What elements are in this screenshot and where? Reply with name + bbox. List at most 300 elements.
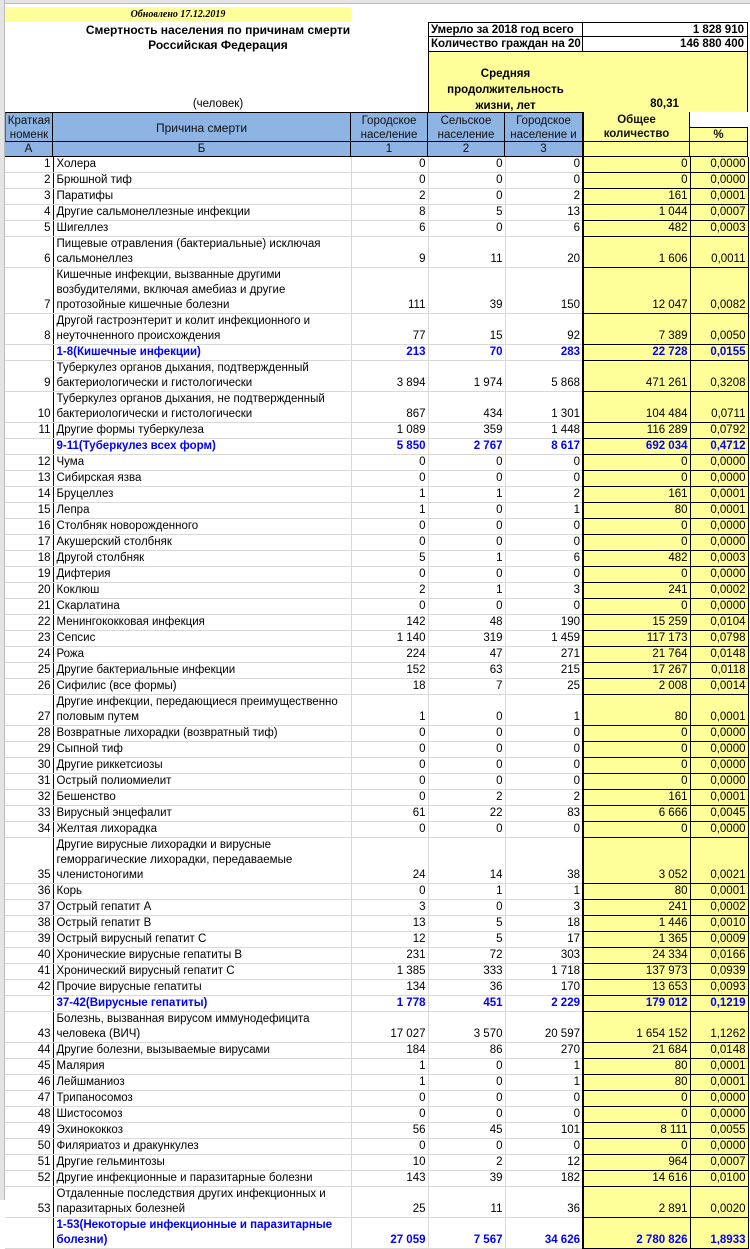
cell-rural[interactable]: 359 <box>428 423 505 439</box>
cell-code[interactable]: 13 <box>5 471 53 487</box>
cell-rural[interactable]: 0 <box>428 1107 505 1123</box>
cell-cause[interactable]: Другой столбняк <box>53 551 351 567</box>
column-letter-b[interactable] <box>190 0 210 1</box>
cell-percent[interactable]: 0,0155 <box>690 345 748 361</box>
cell-overall[interactable]: 1 365 <box>583 932 690 948</box>
cell-rural[interactable]: 0 <box>428 567 505 583</box>
cell-overall[interactable]: 0 <box>583 471 690 487</box>
cell-percent[interactable]: 0,0711 <box>690 392 748 423</box>
cell-percent[interactable]: 0,0000 <box>690 157 748 173</box>
cell-overall[interactable]: 0 <box>583 1139 690 1155</box>
cell-cause[interactable]: Шигеллез <box>53 221 351 237</box>
cell-cause[interactable]: Острый гепатит B <box>53 916 351 932</box>
cell-combined[interactable]: 0 <box>505 519 583 535</box>
cell-cause[interactable]: Эхинококкоз <box>53 1123 351 1139</box>
cell-urban[interactable]: 0 <box>351 1139 428 1155</box>
cell-percent[interactable]: 0,0000 <box>690 567 748 583</box>
cell-rural[interactable]: 0 <box>428 189 505 205</box>
cell-percent[interactable]: 1,1262 <box>690 1012 748 1043</box>
cell-rural[interactable]: 0 <box>428 822 505 838</box>
cell-overall[interactable]: 0 <box>583 774 690 790</box>
cell-cause[interactable]: Брюшной тиф <box>53 173 351 189</box>
cell-combined[interactable]: 20 <box>505 237 583 268</box>
cell-rural[interactable]: 70 <box>428 345 505 361</box>
cell-overall[interactable]: 179 012 <box>583 996 690 1012</box>
cell-code[interactable]: 12 <box>5 455 53 471</box>
cell-code[interactable]: 14 <box>5 487 53 503</box>
cell-rural[interactable]: 2 <box>428 790 505 806</box>
cell-cause[interactable]: Пищевые отравления (бактериальные) исключая сальмонеллез <box>53 237 351 268</box>
cell-rural[interactable]: 2 <box>428 1155 505 1171</box>
cell-percent[interactable]: 0,0118 <box>690 663 748 679</box>
cell-rural[interactable]: 434 <box>428 392 505 423</box>
cell-percent[interactable]: 0,0093 <box>690 980 748 996</box>
cell-urban[interactable]: 152 <box>351 663 428 679</box>
cell-overall[interactable]: 0 <box>583 157 690 173</box>
cell-code[interactable]: 10 <box>5 392 53 423</box>
cell-rural[interactable]: 0 <box>428 742 505 758</box>
cell-cause[interactable]: Возвратные лихорадки (возвратный тиф) <box>53 726 351 742</box>
cell-rural[interactable]: 0 <box>428 758 505 774</box>
cell-code[interactable] <box>5 439 53 455</box>
cell-code[interactable] <box>5 996 53 1012</box>
cell-urban[interactable]: 77 <box>351 314 428 345</box>
cell-urban[interactable]: 1 140 <box>351 631 428 647</box>
cell-cause[interactable]: Акушерский столбняк <box>53 535 351 551</box>
cell-rural[interactable]: 0 <box>428 1059 505 1075</box>
cell-combined[interactable]: 101 <box>505 1123 583 1139</box>
cell-cause[interactable]: Филяриатоз и дракункулез <box>53 1139 351 1155</box>
cell-cause[interactable]: Столбняк новорожденного <box>53 519 351 535</box>
cell-percent[interactable]: 0,0009 <box>690 932 748 948</box>
cell-urban[interactable]: 0 <box>351 519 428 535</box>
cell-percent[interactable]: 0,0014 <box>690 679 748 695</box>
cell-code[interactable]: 36 <box>5 884 53 900</box>
cell-percent[interactable]: 0,1219 <box>690 996 748 1012</box>
cell-code[interactable]: 18 <box>5 551 53 567</box>
column-letter-d[interactable] <box>455 0 475 1</box>
cell-overall[interactable]: 0 <box>583 1091 690 1107</box>
cell-percent[interactable]: 0,0001 <box>690 503 748 519</box>
cell-combined[interactable]: 1 <box>505 1059 583 1075</box>
cell-combined[interactable]: 1 301 <box>505 392 583 423</box>
cell-cause[interactable]: Бруцеллез <box>53 487 351 503</box>
cell-percent[interactable]: 0,3208 <box>690 361 748 392</box>
cell-combined[interactable]: 3 <box>505 900 583 916</box>
cell-combined[interactable]: 13 <box>505 205 583 221</box>
cell-overall[interactable]: 0 <box>583 519 690 535</box>
cell-overall[interactable]: 161 <box>583 790 690 806</box>
cell-combined[interactable]: 1 <box>505 503 583 519</box>
cell-urban[interactable]: 0 <box>351 535 428 551</box>
cell-urban[interactable]: 0 <box>351 471 428 487</box>
cell-cause[interactable]: Желтая лихорадка <box>53 822 351 838</box>
cell-cause[interactable]: Другие болезни, вызываемые вирусами <box>53 1043 351 1059</box>
cell-urban[interactable]: 143 <box>351 1171 428 1187</box>
cell-code[interactable]: 17 <box>5 535 53 551</box>
cell-percent[interactable]: 0,0007 <box>690 1155 748 1171</box>
cell-percent[interactable]: 0,0003 <box>690 221 748 237</box>
cell-combined[interactable]: 2 <box>505 487 583 503</box>
cell-combined[interactable]: 0 <box>505 567 583 583</box>
cell-urban[interactable]: 3 894 <box>351 361 428 392</box>
cell-urban[interactable]: 0 <box>351 567 428 583</box>
cell-combined[interactable]: 83 <box>505 806 583 822</box>
cell-overall[interactable]: 161 <box>583 487 690 503</box>
cell-urban[interactable]: 0 <box>351 774 428 790</box>
cell-overall[interactable]: 21 684 <box>583 1043 690 1059</box>
cell-percent[interactable]: 0,4712 <box>690 439 748 455</box>
cell-cause[interactable]: Другие инфекции, передающиеся преимущественно половым путем <box>53 695 351 726</box>
cell-rural[interactable]: 39 <box>428 1171 505 1187</box>
cell-urban[interactable]: 5 <box>351 551 428 567</box>
cell-combined[interactable]: 3 <box>505 583 583 599</box>
column-letter-c[interactable] <box>378 0 398 1</box>
cell-overall[interactable]: 80 <box>583 1059 690 1075</box>
cell-urban[interactable]: 13 <box>351 916 428 932</box>
cell-percent[interactable]: 0,0148 <box>690 647 748 663</box>
cell-urban[interactable]: 0 <box>351 1091 428 1107</box>
cell-overall[interactable]: 692 034 <box>583 439 690 455</box>
cell-urban[interactable]: 18 <box>351 679 428 695</box>
cell-combined[interactable]: 6 <box>505 221 583 237</box>
cell-cause[interactable]: Холера <box>53 157 351 173</box>
cell-urban[interactable]: 184 <box>351 1043 428 1059</box>
cell-percent[interactable]: 0,0001 <box>690 790 748 806</box>
cell-overall[interactable]: 116 289 <box>583 423 690 439</box>
cell-overall[interactable]: 0 <box>583 567 690 583</box>
cell-combined[interactable]: 0 <box>505 455 583 471</box>
column-letter-a[interactable] <box>18 0 38 1</box>
cell-combined[interactable]: 1 448 <box>505 423 583 439</box>
cell-urban[interactable]: 5 850 <box>351 439 428 455</box>
cell-rural[interactable]: 45 <box>428 1123 505 1139</box>
cell-combined[interactable]: 0 <box>505 774 583 790</box>
cell-percent[interactable]: 0,0002 <box>690 900 748 916</box>
cell-overall[interactable]: 80 <box>583 1075 690 1091</box>
cell-code[interactable]: 7 <box>5 268 53 314</box>
cell-combined[interactable]: 283 <box>505 345 583 361</box>
cell-urban[interactable]: 0 <box>351 157 428 173</box>
cell-urban[interactable]: 17 027 <box>351 1012 428 1043</box>
cell-overall[interactable]: 14 616 <box>583 1171 690 1187</box>
cell-percent[interactable]: 0,0045 <box>690 806 748 822</box>
cell-code[interactable]: 29 <box>5 742 53 758</box>
cell-percent[interactable]: 0,0002 <box>690 583 748 599</box>
cell-urban[interactable]: 1 <box>351 1059 428 1075</box>
cell-combined[interactable]: 0 <box>505 157 583 173</box>
cell-cause[interactable]: Другие риккетсиозы <box>53 758 351 774</box>
cell-percent[interactable]: 0,0050 <box>690 314 748 345</box>
cell-percent[interactable]: 0,0000 <box>690 519 748 535</box>
cell-urban[interactable]: 2 <box>351 189 428 205</box>
cell-percent[interactable]: 0,0798 <box>690 631 748 647</box>
cell-percent[interactable]: 0,0001 <box>690 884 748 900</box>
cell-cause[interactable]: Прочие вирусные гепатиты <box>53 980 351 996</box>
cell-percent[interactable]: 0,0000 <box>690 599 748 615</box>
cell-cause[interactable]: 9-11(Туберкулез всех форм) <box>53 439 351 455</box>
cell-percent[interactable]: 0,0007 <box>690 205 748 221</box>
cell-urban[interactable]: 0 <box>351 884 428 900</box>
cell-code[interactable]: 6 <box>5 237 53 268</box>
cell-code[interactable]: 34 <box>5 822 53 838</box>
cell-cause[interactable]: Малярия <box>53 1059 351 1075</box>
cell-percent[interactable]: 0,0055 <box>690 1123 748 1139</box>
cell-code[interactable]: 53 <box>5 1187 53 1218</box>
cell-percent[interactable]: 0,0000 <box>690 173 748 189</box>
cell-urban[interactable]: 231 <box>351 948 428 964</box>
cell-cause[interactable]: Сыпной тиф <box>53 742 351 758</box>
cell-overall[interactable]: 2 008 <box>583 679 690 695</box>
cell-urban[interactable]: 1 089 <box>351 423 428 439</box>
cell-cause[interactable]: Туберкулез органов дыхания, подтвержденный бактериологически и гистологически <box>53 361 351 392</box>
cell-percent[interactable]: 0,0021 <box>690 838 748 884</box>
cell-combined[interactable]: 182 <box>505 1171 583 1187</box>
cell-cause[interactable]: Острый вирусный гепатит C <box>53 932 351 948</box>
cell-overall[interactable]: 13 653 <box>583 980 690 996</box>
cell-rural[interactable]: 0 <box>428 599 505 615</box>
cell-code[interactable]: 3 <box>5 189 53 205</box>
cell-overall[interactable]: 3 052 <box>583 838 690 884</box>
cell-overall[interactable]: 964 <box>583 1155 690 1171</box>
cell-percent[interactable]: 0,0082 <box>690 268 748 314</box>
cell-combined[interactable]: 0 <box>505 471 583 487</box>
cell-combined[interactable]: 25 <box>505 679 583 695</box>
cell-code[interactable]: 26 <box>5 679 53 695</box>
cell-code[interactable]: 2 <box>5 173 53 189</box>
cell-overall[interactable]: 21 764 <box>583 647 690 663</box>
cell-combined[interactable]: 270 <box>505 1043 583 1059</box>
cell-urban[interactable]: 0 <box>351 822 428 838</box>
cell-code[interactable]: 44 <box>5 1043 53 1059</box>
cell-urban[interactable]: 6 <box>351 221 428 237</box>
cell-rural[interactable]: 1 <box>428 884 505 900</box>
cell-urban[interactable]: 0 <box>351 790 428 806</box>
cell-code[interactable]: 38 <box>5 916 53 932</box>
cell-percent[interactable]: 0,0792 <box>690 423 748 439</box>
cell-cause[interactable]: 1-53(Некоторые инфекционные и паразитарные болезни) <box>53 1218 351 1249</box>
cell-urban[interactable]: 8 <box>351 205 428 221</box>
cell-combined[interactable]: 34 626 <box>505 1218 583 1249</box>
cell-cause[interactable]: Другие вирусные лихорадки и вирусные геморрагические лихорадки, передаваемые членистоногими <box>53 838 351 884</box>
cell-overall[interactable]: 6 666 <box>583 806 690 822</box>
cell-code[interactable]: 47 <box>5 1091 53 1107</box>
cell-cause[interactable]: Рожа <box>53 647 351 663</box>
cell-percent[interactable]: 0,0010 <box>690 916 748 932</box>
cell-cause[interactable]: Хронический вирусный гепатит C <box>53 964 351 980</box>
cell-urban[interactable]: 61 <box>351 806 428 822</box>
cell-combined[interactable]: 0 <box>505 1139 583 1155</box>
cell-urban[interactable]: 1 778 <box>351 996 428 1012</box>
cell-code[interactable]: 25 <box>5 663 53 679</box>
cell-overall[interactable]: 0 <box>583 455 690 471</box>
cell-combined[interactable]: 38 <box>505 838 583 884</box>
cell-urban[interactable]: 1 <box>351 503 428 519</box>
cell-rural[interactable]: 1 <box>428 551 505 567</box>
cell-rural[interactable]: 5 <box>428 932 505 948</box>
cell-overall[interactable]: 8 111 <box>583 1123 690 1139</box>
cell-cause[interactable]: Трипаносомоз <box>53 1091 351 1107</box>
cell-rural[interactable]: 1 <box>428 583 505 599</box>
cell-percent[interactable]: 0,0000 <box>690 1091 748 1107</box>
cell-combined[interactable]: 92 <box>505 314 583 345</box>
cell-code[interactable]: 15 <box>5 503 53 519</box>
cell-combined[interactable]: 1 <box>505 884 583 900</box>
cell-urban[interactable]: 1 <box>351 1075 428 1091</box>
cell-rural[interactable]: 319 <box>428 631 505 647</box>
cell-percent[interactable]: 0,0001 <box>690 1059 748 1075</box>
cell-combined[interactable]: 5 868 <box>505 361 583 392</box>
cell-cause[interactable]: Отдаленные последствия других инфекционных и паразитарных болезней <box>53 1187 351 1218</box>
died-total-value[interactable]: 1 828 910 <box>582 22 748 37</box>
cell-urban[interactable]: 0 <box>351 599 428 615</box>
cell-overall[interactable]: 1 654 152 <box>583 1012 690 1043</box>
cell-overall[interactable]: 12 047 <box>583 268 690 314</box>
cell-cause[interactable]: Лепра <box>53 503 351 519</box>
cell-percent[interactable]: 0,0000 <box>690 774 748 790</box>
cell-code[interactable]: 45 <box>5 1059 53 1075</box>
cell-rural[interactable]: 63 <box>428 663 505 679</box>
cell-code[interactable]: 46 <box>5 1075 53 1091</box>
cell-percent[interactable]: 0,0104 <box>690 615 748 631</box>
cell-urban[interactable]: 0 <box>351 455 428 471</box>
cell-rural[interactable]: 5 <box>428 916 505 932</box>
cell-code[interactable] <box>5 345 53 361</box>
cell-urban[interactable]: 0 <box>351 1107 428 1123</box>
cell-urban[interactable]: 3 <box>351 900 428 916</box>
cell-urban[interactable]: 10 <box>351 1155 428 1171</box>
cell-combined[interactable]: 17 <box>505 932 583 948</box>
cell-overall[interactable]: 0 <box>583 535 690 551</box>
column-letter-e[interactable] <box>532 0 552 1</box>
cell-combined[interactable]: 0 <box>505 1107 583 1123</box>
cell-rural[interactable]: 0 <box>428 221 505 237</box>
cell-code[interactable]: 5 <box>5 221 53 237</box>
cell-code[interactable]: 51 <box>5 1155 53 1171</box>
cell-overall[interactable]: 0 <box>583 599 690 615</box>
cell-rural[interactable]: 0 <box>428 1091 505 1107</box>
cell-code[interactable]: 1 <box>5 157 53 173</box>
cell-cause[interactable]: Чума <box>53 455 351 471</box>
cell-cause[interactable]: Другие формы туберкулеза <box>53 423 351 439</box>
cell-percent[interactable]: 0,0001 <box>690 1075 748 1091</box>
cell-overall[interactable]: 1 044 <box>583 205 690 221</box>
cell-percent[interactable]: 0,0001 <box>690 487 748 503</box>
cell-code[interactable]: 19 <box>5 567 53 583</box>
cell-cause[interactable]: Сибирская язва <box>53 471 351 487</box>
cell-cause[interactable]: Другой гастроэнтерит и колит инфекционного и неуточненного происхождения <box>53 314 351 345</box>
cell-code[interactable]: 31 <box>5 774 53 790</box>
cell-combined[interactable]: 2 229 <box>505 996 583 1012</box>
cell-cause[interactable]: Другие бактериальные инфекции <box>53 663 351 679</box>
cell-combined[interactable]: 6 <box>505 551 583 567</box>
cell-urban[interactable]: 111 <box>351 268 428 314</box>
cell-combined[interactable]: 8 617 <box>505 439 583 455</box>
cell-code[interactable]: 24 <box>5 647 53 663</box>
cell-cause[interactable]: Шистосомоз <box>53 1107 351 1123</box>
cell-urban[interactable]: 0 <box>351 742 428 758</box>
cell-combined[interactable]: 2 <box>505 790 583 806</box>
cell-rural[interactable]: 5 <box>428 205 505 221</box>
cell-percent[interactable]: 0,0166 <box>690 948 748 964</box>
cell-combined[interactable]: 0 <box>505 599 583 615</box>
cell-code[interactable]: 49 <box>5 1123 53 1139</box>
cell-cause[interactable]: Паратифы <box>53 189 351 205</box>
cell-urban[interactable]: 0 <box>351 758 428 774</box>
cell-cause[interactable]: 37-42(Вирусные гепатиты) <box>53 996 351 1012</box>
cell-overall[interactable]: 482 <box>583 221 690 237</box>
cell-combined[interactable]: 190 <box>505 615 583 631</box>
cell-rural[interactable]: 0 <box>428 157 505 173</box>
cell-cause[interactable]: Другие гельминтозы <box>53 1155 351 1171</box>
cell-percent[interactable]: 0,0000 <box>690 471 748 487</box>
cell-urban[interactable]: 56 <box>351 1123 428 1139</box>
cell-percent[interactable]: 0,0000 <box>690 1107 748 1123</box>
cell-overall[interactable]: 241 <box>583 900 690 916</box>
cell-urban[interactable]: 134 <box>351 980 428 996</box>
cell-code[interactable]: 20 <box>5 583 53 599</box>
cell-overall[interactable]: 80 <box>583 695 690 726</box>
cell-combined[interactable]: 215 <box>505 663 583 679</box>
cell-overall[interactable]: 241 <box>583 583 690 599</box>
cell-rural[interactable]: 47 <box>428 647 505 663</box>
column-letter-f[interactable] <box>622 0 642 1</box>
cell-cause[interactable]: Хронические вирусные гепатиты B <box>53 948 351 964</box>
cell-overall[interactable]: 15 259 <box>583 615 690 631</box>
cell-cause[interactable]: 1-8(Кишечные инфекции) <box>53 345 351 361</box>
cell-combined[interactable]: 271 <box>505 647 583 663</box>
cell-percent[interactable]: 0,0939 <box>690 964 748 980</box>
cell-cause[interactable]: Скарлатина <box>53 599 351 615</box>
cell-percent[interactable]: 0,0000 <box>690 1139 748 1155</box>
cell-overall[interactable]: 471 261 <box>583 361 690 392</box>
cell-code[interactable]: 41 <box>5 964 53 980</box>
cell-rural[interactable]: 36 <box>428 980 505 996</box>
cell-rural[interactable]: 0 <box>428 471 505 487</box>
cell-code[interactable]: 21 <box>5 599 53 615</box>
cell-overall[interactable]: 80 <box>583 884 690 900</box>
cell-rural[interactable]: 0 <box>428 519 505 535</box>
cell-rural[interactable]: 0 <box>428 695 505 726</box>
cell-code[interactable]: 42 <box>5 980 53 996</box>
cell-code[interactable]: 33 <box>5 806 53 822</box>
cell-percent[interactable]: 0,0000 <box>690 822 748 838</box>
cell-rural[interactable]: 0 <box>428 455 505 471</box>
cell-rural[interactable]: 0 <box>428 900 505 916</box>
cell-overall[interactable]: 80 <box>583 503 690 519</box>
cell-overall[interactable]: 104 484 <box>583 392 690 423</box>
cell-overall[interactable]: 17 267 <box>583 663 690 679</box>
cell-code[interactable] <box>5 1218 53 1249</box>
cell-rural[interactable]: 0 <box>428 535 505 551</box>
cell-overall[interactable]: 2 891 <box>583 1187 690 1218</box>
cell-rural[interactable]: 14 <box>428 838 505 884</box>
cell-urban[interactable]: 0 <box>351 726 428 742</box>
cell-code[interactable]: 43 <box>5 1012 53 1043</box>
cell-overall[interactable]: 0 <box>583 1107 690 1123</box>
cell-percent[interactable]: 0,0011 <box>690 237 748 268</box>
cell-percent[interactable]: 1,8933 <box>690 1218 748 1249</box>
cell-urban[interactable]: 1 385 <box>351 964 428 980</box>
cell-percent[interactable]: 0,0003 <box>690 551 748 567</box>
cell-overall[interactable]: 482 <box>583 551 690 567</box>
cell-urban[interactable]: 0 <box>351 173 428 189</box>
cell-code[interactable]: 27 <box>5 695 53 726</box>
cell-percent[interactable]: 0,0000 <box>690 758 748 774</box>
cell-cause[interactable]: Болезнь, вызванная вирусом иммунодефицита человека (ВИЧ) <box>53 1012 351 1043</box>
cell-code[interactable]: 8 <box>5 314 53 345</box>
cell-cause[interactable]: Острый полиомиелит <box>53 774 351 790</box>
